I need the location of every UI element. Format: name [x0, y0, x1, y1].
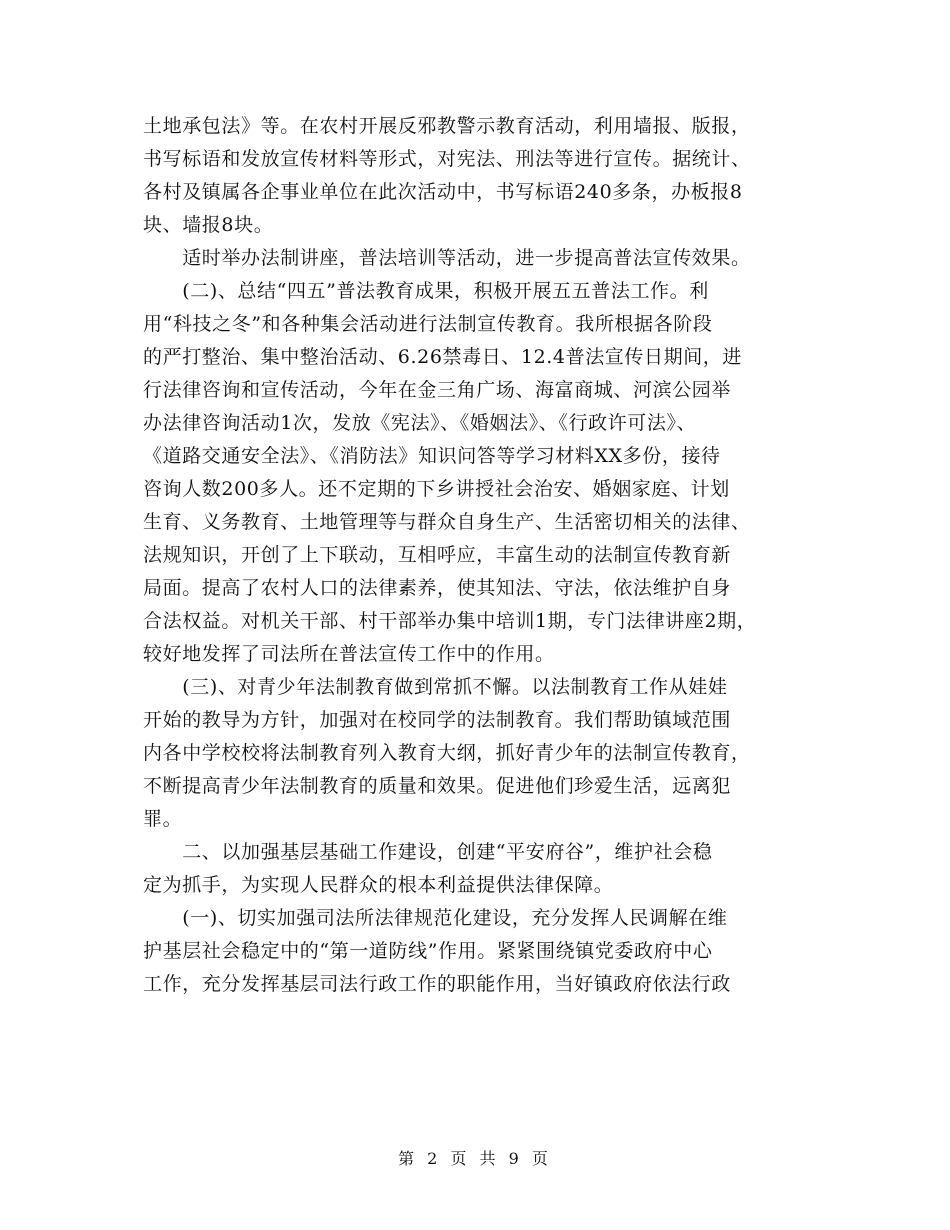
- text-line: 工作，充分发挥基层司法行政工作的职能作用，当好镇政府依法行政: [143, 973, 732, 995]
- text-line: 咨询人数200多人。还不定期的下乡讲授社会治安、婚姻家庭、计划: [143, 478, 730, 500]
- text-line: 各村及镇属各企事业单位在此次活动中，书写标语240多条，办板报8: [143, 181, 743, 203]
- text-line: 不断提高青少年法制教育的质量和效果。促进他们珍爱生活，远离犯: [143, 775, 732, 797]
- text-line: (二)、总结“四五”普法教育成果，积极开展五五普法工作。利: [143, 280, 709, 302]
- page-number-footer: 第 2 页 共 9 页: [398, 1149, 552, 1168]
- text-line: 行法律咨询和宣传活动，今年在金三角广场、海富商城、河滨公园举: [143, 379, 732, 401]
- text-line: 开始的教导为方针，加强对在校同学的法制教育。我们帮助镇域范围: [143, 709, 732, 731]
- text-line: 合法权益。对机关干部、村干部举办集中培训1期，专门法律讲座2期，: [143, 610, 757, 632]
- text-line: 书写标语和发放宣传材料等形式，对宪法、刑法等进行宣传。据统计、: [143, 148, 751, 170]
- text-line: 《道路交通安全法》、《消防法》知识问答等学习材料XX多份，接待: [143, 445, 721, 467]
- text-line: 块、墙报8块。: [143, 214, 274, 236]
- text-line: 土地承包法》等。在农村开展反邪教警示教育活动，利用墙报、版报，: [143, 115, 751, 137]
- text-line: 用“科技之冬”和各种集会活动进行法制宣传教育。我所根据各阶段: [143, 313, 713, 335]
- text-line: 法规知识，开创了上下联动，互相呼应，丰富生动的法制宣传教育新: [143, 544, 732, 566]
- text-line: 适时举办法制讲座，普法培训等活动，进一步提高普法宣传效果。: [143, 247, 751, 269]
- text-line: 生育、义务教育、土地管理等与群众自身生产、生活密切相关的法律、: [143, 511, 751, 533]
- text-line: 办法律咨询活动1次，发放《宪法》、《婚姻法》、《行政许可法》、: [143, 412, 697, 434]
- text-line: (一)、切实加强司法所法律规范化建设，充分发挥人民调解在维: [143, 907, 728, 929]
- text-line: 罪。: [143, 808, 183, 830]
- document-body: [143, 110, 823, 1001]
- text-line: 二、以加强基层基础工作建设，创建“平安府谷”，维护社会稳: [143, 841, 713, 863]
- text-line: 定为抓手，为实现人民群众的根本利益提供法律保障。: [143, 874, 614, 896]
- text-line: 的严打整治、集中整治活动、6.26禁毒日、12.4普法宣传日期间，进: [143, 346, 743, 368]
- text-line: 局面。提高了农村人口的法律素养，使其知法、守法，依法维护自身: [143, 577, 732, 599]
- text-line: 内各中学校校将法制教育列入教育大纲，抓好青少年的法制宣传教育，: [143, 742, 751, 764]
- text-line: 较好地发挥了司法所在普法宣传工作中的作用。: [143, 643, 555, 665]
- text-line: (三)、对青少年法制教育做到常抓不懈。以法制教育工作从娃娃: [143, 676, 728, 698]
- text-line: 护基层社会稳定中的“第一道防线”作用。紧紧围绕镇党委政府中心: [143, 940, 713, 962]
